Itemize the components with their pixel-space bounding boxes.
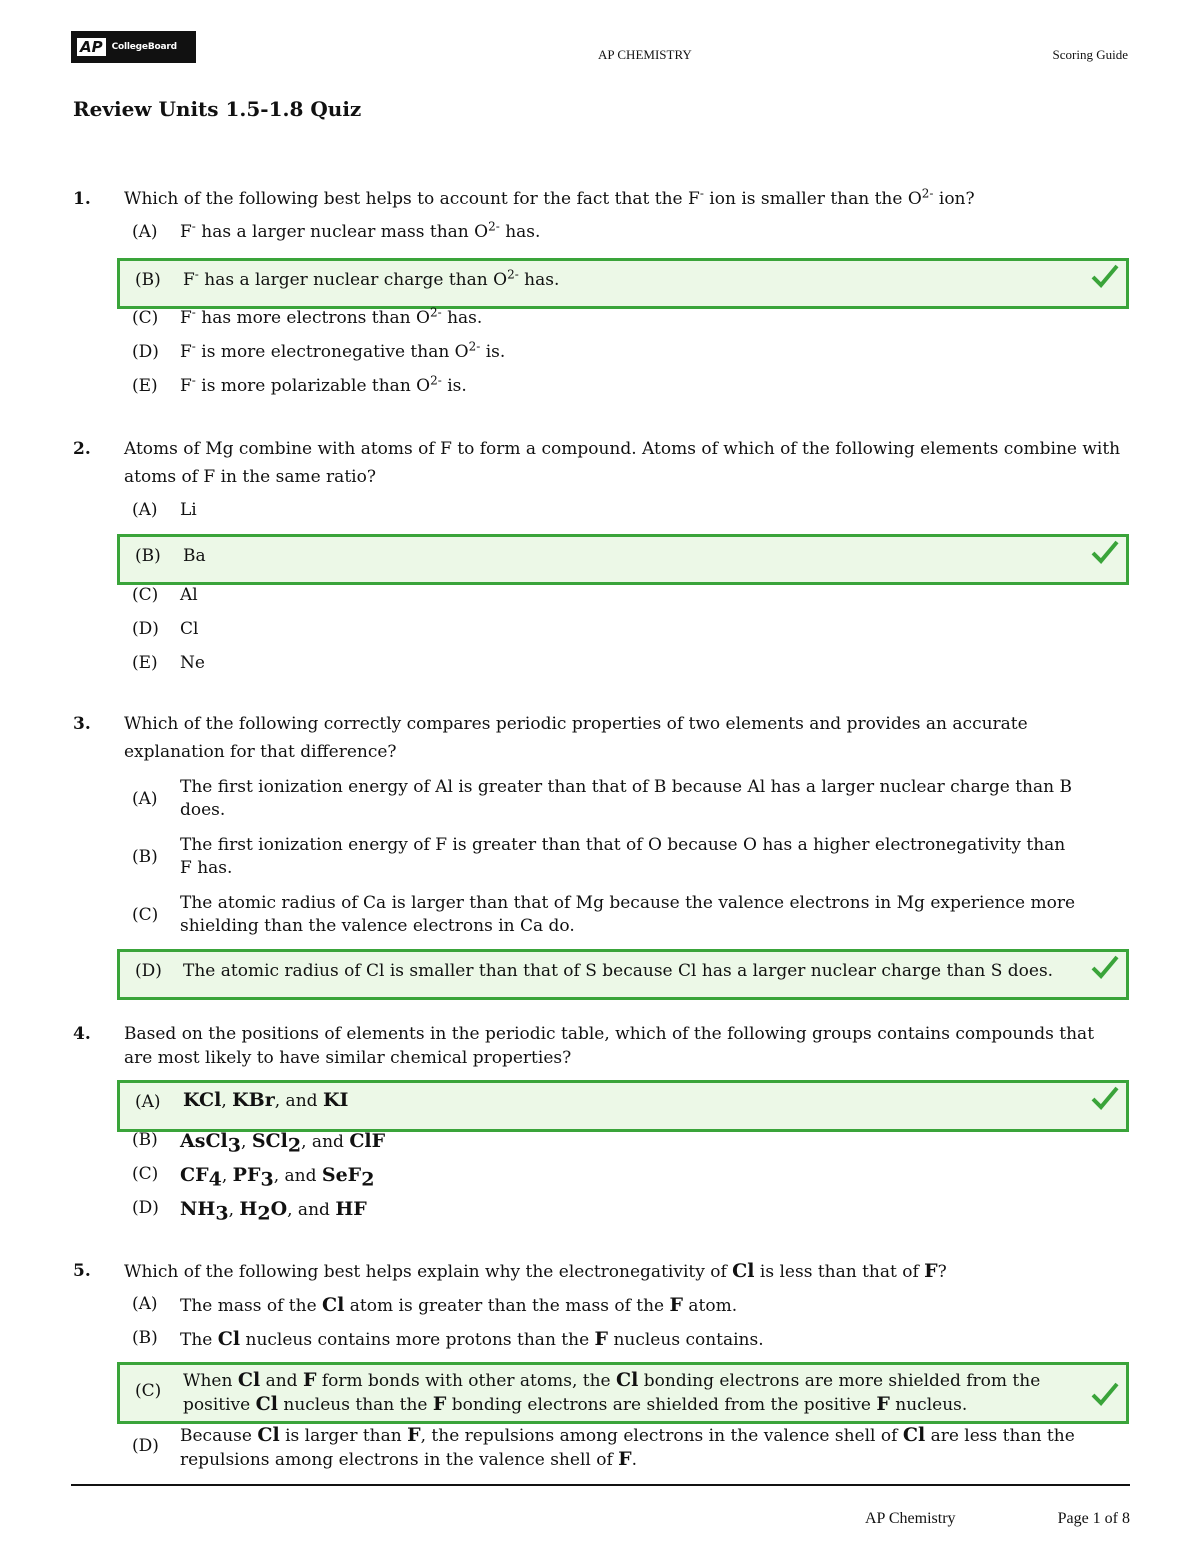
option-letter: (B)	[135, 546, 161, 566]
option-letter: (B)	[132, 1328, 158, 1348]
option-letter: (C)	[132, 585, 159, 605]
option-letter: (A)	[132, 789, 158, 809]
option-letter: (C)	[132, 905, 159, 925]
q4-option-d[interactable]	[117, 1198, 1129, 1230]
option-letter: (A)	[132, 222, 158, 242]
option-text: Li	[180, 500, 197, 520]
q1-option-a[interactable]	[117, 219, 1129, 254]
checkmark-icon	[1090, 539, 1120, 565]
option-text: The first ionization energy of Al is greater than that of B because Al has a larger nuclear charge than B does.	[180, 777, 1072, 820]
question-text: Which of the following correctly compares periodic properties of two elements and provides an accurate explanation for that difference?	[124, 714, 1028, 762]
option-text: Al	[180, 585, 198, 605]
page-number: Page 1 of 8	[1057, 1510, 1130, 1527]
option-text: F- has more electrons than $O^{2-}$ has.	[180, 305, 483, 328]
option-letter: (C)	[132, 308, 159, 328]
option-letter: (C)	[135, 1381, 162, 1401]
question-text: Atoms of Mg combine with atoms of F to form a compound. Atoms of which of the following elements combine with atoms of F in the same ratio?	[124, 439, 1121, 487]
q2-option-e[interactable]	[117, 653, 1129, 683]
question-number: 4.	[73, 1024, 91, 1044]
q2-option-d[interactable]	[117, 619, 1129, 649]
q5-option-b[interactable]	[117, 1328, 1129, 1360]
option-letter: (E)	[132, 653, 158, 673]
option-text: The atomic radius of Ca is larger than that of Mg because the valence electrons in Mg experience more shielding than the valence electrons in Ca do.	[180, 893, 1076, 936]
q5-option-c-correct[interactable]	[117, 1362, 1129, 1424]
option-letter: (D)	[132, 1436, 159, 1456]
option-letter: (C)	[132, 1164, 159, 1184]
q3-option-b[interactable]	[117, 834, 1129, 884]
option-text: The Cl nucleus contains more protons than the F nucleus contains.	[180, 1328, 764, 1350]
question-number: 3.	[73, 714, 91, 734]
logo-ap-text: AP	[77, 38, 106, 56]
option-letter: (B)	[135, 270, 161, 290]
q1-option-b-correct[interactable]	[117, 258, 1129, 309]
option-text: Cl	[180, 619, 199, 639]
option-text: $CF_4$, $PF_3$, and SeF$_2$	[180, 1164, 375, 1191]
question-number: 2.	[73, 439, 91, 459]
ap-collegeboard-logo	[71, 31, 196, 63]
option-letter: (A)	[135, 1092, 161, 1112]
option-text: Ba	[183, 546, 206, 566]
page-title: Review Units 1.5-1.8 Quiz	[73, 97, 362, 121]
checkmark-icon	[1090, 1085, 1120, 1111]
q4-option-a-correct[interactable]	[117, 1080, 1129, 1132]
q5-option-d[interactable]	[117, 1424, 1129, 1476]
question-text: Based on the positions of elements in the periodic table, which of the following groups contains compounds that are most likely to have similar chemical properties?	[124, 1024, 1095, 1068]
header-scoring-guide: Scoring Guide	[1052, 47, 1128, 62]
option-letter: (D)	[132, 619, 159, 639]
question-2	[73, 435, 1133, 495]
option-letter: (D)	[135, 961, 162, 981]
question-4	[73, 1022, 1133, 1078]
option-text: The atomic radius of Cl is smaller than that of S because Cl has a larger nuclear charge than S does.	[183, 961, 1054, 981]
question-number: 5.	[73, 1261, 91, 1281]
q2-option-c[interactable]	[117, 585, 1129, 615]
q3-option-a[interactable]	[117, 776, 1129, 826]
option-text: KCl, KBr, and KI	[183, 1089, 349, 1111]
option-text: When Cl and F form bonds with other atoms, the Cl bonding electrons are more shielded from the positive Cl nucleus than the F bonding electrons are shielded from the positive F nucleus.	[183, 1369, 1041, 1415]
q4-option-b[interactable]	[117, 1130, 1129, 1162]
question-text: Which of the following best helps explain why the electronegativity of Cl is less than that of F?	[124, 1260, 947, 1282]
logo-collegeboard-text: CollegeBoard	[111, 42, 177, 52]
q2-option-a[interactable]	[117, 500, 1129, 530]
checkmark-icon	[1090, 954, 1120, 980]
option-text: F- is more polarizable than $O^{2-}$ is.	[180, 373, 467, 396]
q1-option-e[interactable]	[117, 373, 1129, 406]
q3-option-d-correct[interactable]	[117, 949, 1129, 1000]
q2-option-b-correct[interactable]	[117, 534, 1129, 585]
option-text: Because Cl is larger than F, the repulsions among electrons in the valence shell of Cl are less than the repulsions among electrons in the valence shell of F.	[180, 1424, 1075, 1470]
option-text: The mass of the Cl atom is greater than the mass of the F atom.	[180, 1294, 738, 1316]
q5-option-a[interactable]	[117, 1294, 1129, 1326]
header-course: AP CHEMISTRY	[598, 47, 692, 62]
option-text: Ne	[180, 653, 205, 673]
option-text: F- has a larger nuclear charge than $O^{2-}$ has.	[183, 267, 560, 290]
option-letter: (E)	[132, 376, 158, 396]
q3-option-c[interactable]	[117, 892, 1129, 942]
page-header	[0, 0, 1200, 80]
checkmark-icon	[1090, 263, 1120, 289]
option-letter: (B)	[132, 847, 158, 867]
q1-option-d[interactable]	[117, 339, 1129, 372]
option-letter: (D)	[132, 1198, 159, 1218]
question-3	[73, 710, 1133, 770]
option-text: AsCl$_3$, SCl$_2$, and ClF	[180, 1130, 386, 1157]
checkmark-icon	[1090, 1381, 1120, 1407]
option-letter: (B)	[132, 1130, 158, 1150]
q4-option-c[interactable]	[117, 1164, 1129, 1196]
option-text: F- has a larger nuclear mass than $O^{2-}$ has.	[180, 219, 541, 242]
option-text: $NH_3$, $H_2O$, and HF	[180, 1198, 367, 1225]
question-text: Which of the following best helps to account for the fact that the F- ion is smaller than the $O^{2-}$ ion?	[124, 186, 975, 209]
option-letter: (D)	[132, 342, 159, 362]
option-letter: (A)	[132, 1294, 158, 1314]
option-letter: (A)	[132, 500, 158, 520]
footer-course: AP Chemistry	[865, 1510, 956, 1527]
q1-option-c[interactable]	[117, 305, 1129, 338]
question-number: 1.	[73, 189, 91, 209]
option-text: F- is more electronegative than $O^{2-}$ is.	[180, 339, 506, 362]
footer-divider	[71, 1484, 1130, 1486]
option-text: The first ionization energy of F is greater than that of O because O has a higher electronegativity than F has.	[180, 835, 1066, 878]
